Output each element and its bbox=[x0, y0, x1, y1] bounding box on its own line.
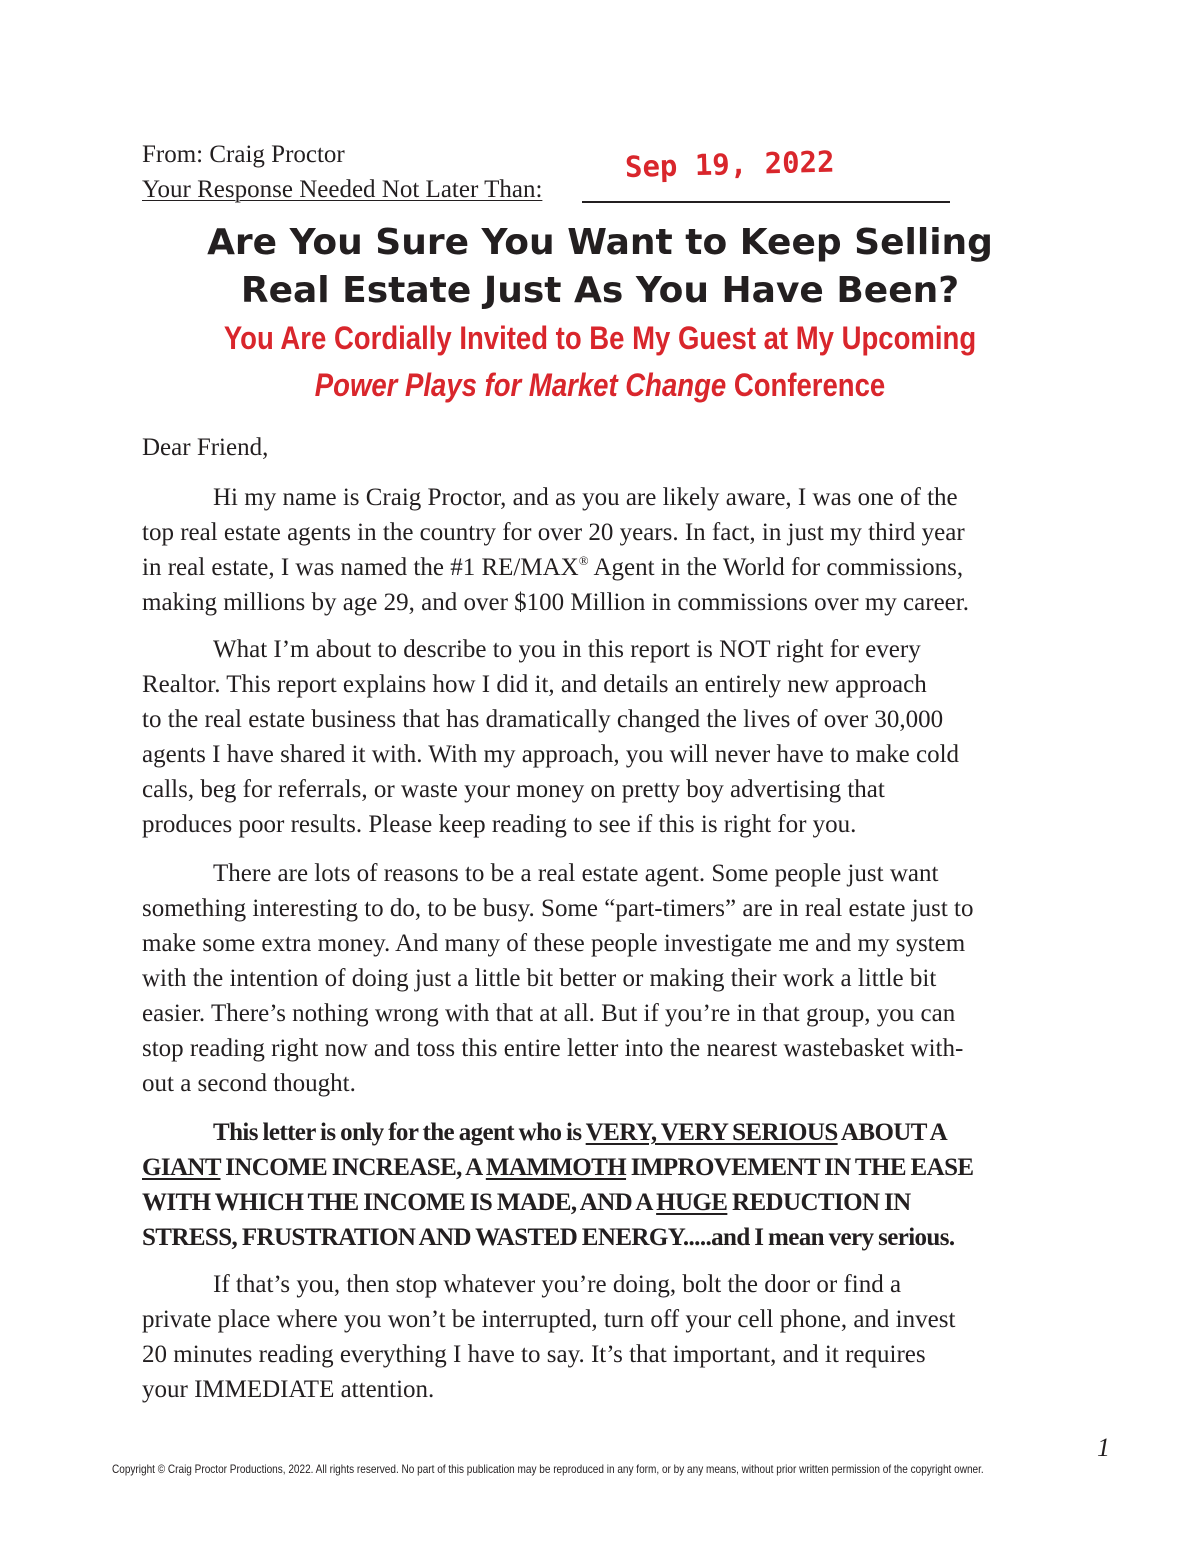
headline-line-1: Are You Sure You Want to Keep Selling bbox=[207, 222, 993, 263]
text-line: This letter is only for the agent who is VERY, VERY SERIOUS ABOUT A bbox=[213, 1119, 948, 1146]
subheadline-line-2 bbox=[84, 367, 1116, 404]
copyright-notice: Copyright © Craig Proctor Productions, 2022. All rights reserved. No part of this publication may be reproduced in any form, or by any means, without prior written permission of the copyright owner. bbox=[112, 1462, 984, 1476]
text-line: your IMMEDIATE attention. bbox=[142, 1376, 435, 1403]
text-line: GIANT INCOME INCREASE, A MAMMOTH IMPROVEMENT IN THE EASE bbox=[142, 1154, 974, 1181]
text-line: If that’s you, then stop whatever you’re doing, bolt the door or find a bbox=[213, 1271, 902, 1298]
response-date-stamp: Sep 19, 2022 bbox=[624, 144, 835, 184]
text-line: 20 minutes reading everything I have to say. It’s that important, and it requires bbox=[142, 1341, 926, 1368]
from-line: From: Craig Proctor bbox=[142, 141, 345, 168]
response-blank-line bbox=[582, 201, 950, 203]
text-line: making millions by age 29, and over $100 Million in commissions over my career. bbox=[142, 589, 969, 616]
text-line: What I’m about to describe to you in this report is NOT right for every bbox=[213, 636, 921, 663]
text-line: out a second thought. bbox=[142, 1070, 356, 1097]
text-line: agents I have shared it with. With my approach, you will never have to make cold bbox=[142, 741, 960, 768]
text-line: make some extra money. And many of these people investigate me and my system bbox=[142, 930, 966, 957]
page-number: 1 bbox=[1097, 1433, 1110, 1462]
paragraph-call-to-action bbox=[142, 1267, 955, 1407]
conference-title: Power Plays for Market Change bbox=[314, 367, 727, 403]
text-line: stop reading right now and toss this entire letter into the nearest wastebasket with- bbox=[142, 1035, 964, 1062]
text-line: to the real estate business that has dramatically changed the lives of over 30,000 bbox=[142, 706, 944, 733]
text-line: something interesting to do, to be busy. Some “part-timers” are in real estate just to bbox=[142, 895, 974, 922]
salutation: Dear Friend, bbox=[142, 434, 269, 461]
text-line: easier. There’s nothing wrong with that at all. But if you’re in that group, you can bbox=[142, 1000, 956, 1027]
subheadline-line-1: You Are Cordially Invited to Be My Guest at My Upcoming bbox=[223, 320, 977, 356]
paragraph-intro bbox=[142, 480, 969, 620]
text-line: Hi my name is Craig Proctor, and as you are likely aware, I was one of the bbox=[213, 484, 958, 511]
registered-mark: ® bbox=[578, 553, 589, 568]
text-line: WITH WHICH THE INCOME IS MADE, AND A HUGE REDUCTION IN bbox=[142, 1189, 911, 1216]
text-line: STRESS, FRUSTRATION AND WASTED ENERGY.....and I mean very serious. bbox=[142, 1224, 955, 1251]
response-deadline bbox=[142, 175, 542, 205]
headline-line-2: Real Estate Just As You Have Been? bbox=[240, 270, 960, 311]
text-line: in real estate, I was named the #1 RE/MAX® Agent in the World for commissions, bbox=[142, 553, 964, 581]
paragraph-approach bbox=[142, 632, 959, 842]
text-line: calls, beg for referrals, or waste your money on pretty boy advertising that bbox=[142, 776, 885, 803]
paragraph-reasons bbox=[142, 856, 974, 1101]
response-label: Your Response Needed Not Later Than: bbox=[142, 176, 543, 203]
text-line: top real estate agents in the country for over 20 years. In fact, in just my third year bbox=[142, 519, 965, 546]
text-line: with the intention of doing just a little bit better or making their work a little bit bbox=[142, 965, 937, 992]
conference-word: Conference bbox=[726, 367, 886, 403]
paragraph-serious-agent bbox=[142, 1115, 973, 1255]
text-line: Realtor. This report explains how I did it, and details an entirely new approach bbox=[142, 671, 927, 698]
text-line: There are lots of reasons to be a real estate agent. Some people just want bbox=[213, 860, 939, 887]
text-line: produces poor results. Please keep reading to see if this is right for you. bbox=[142, 811, 857, 838]
text-line: private place where you won’t be interrupted, turn off your cell phone, and invest bbox=[142, 1306, 956, 1333]
